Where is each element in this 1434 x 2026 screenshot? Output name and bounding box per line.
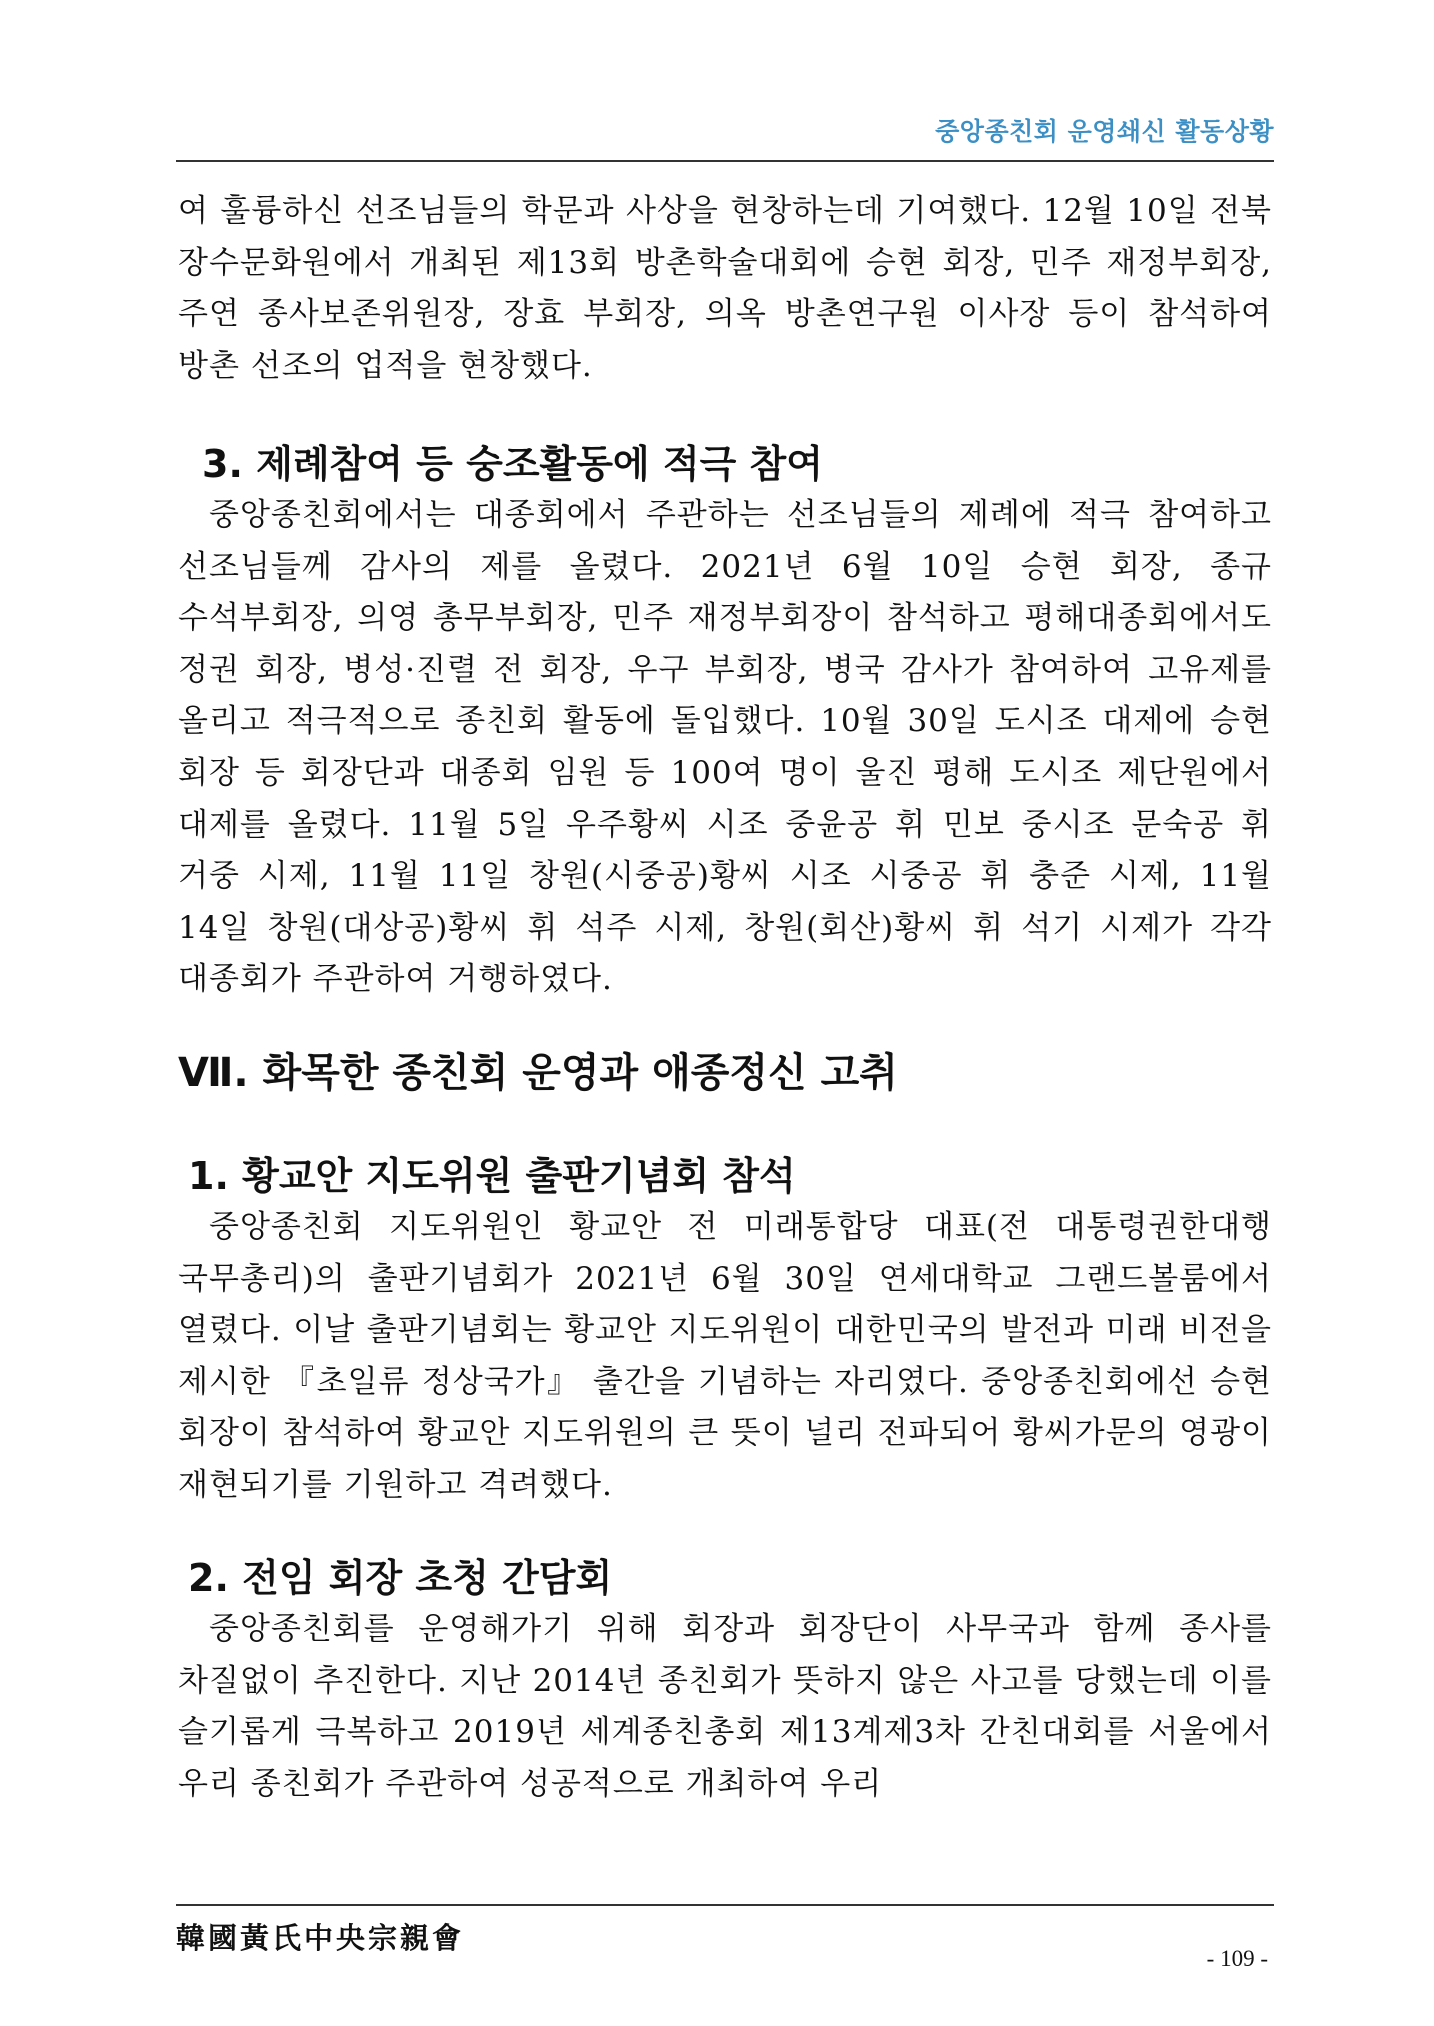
- section-1-heading: 1. 황교안 지도위원 출판기념회 참석: [188, 1154, 796, 1198]
- section-1-body: 중앙종친회 지도위원인 황교안 전 미래통합당 대표(전 대통령권한대행 국무총리)의 출판기념회가 2021년 6월 30일 연세대학교 그랜드볼룸에서 열렸다. 이날 출판기념회는 황교안 지도위원이 대한민국의 발전과 미래 비전을 제시한 『초일류 정상국가』 출간을 기념하는 자리였다. 중앙종친회에선 승현 회장이 참석하여 황교안 지도위원의 큰 뜻이 널리 전파되어 황씨가문의 영광이 재현되기를 기원하고 격려했다.: [178, 1209, 1272, 1503]
- header-rule: [176, 160, 1274, 162]
- chapter-7-heading: Ⅶ. 화목한 종친회 운영과 애종정신 고취: [178, 1050, 898, 1096]
- section-2-body: 중앙종친회를 운영해가기 위해 회장과 회장단이 사무국과 함께 종사를 차질없이 추진한다. 지난 2014년 종친회가 뜻하지 않은 사고를 당했는데 이를 슬기롭게 극복하고 2019년 세계종친총회 제13계제3차 간친대회를 서울에서 우리 종친회가 주관하여 성공적으로 개최하여 우리: [178, 1611, 1272, 1802]
- page-number: - 109 -: [1206, 1946, 1268, 1971]
- paragraph-continuation: 여 훌륭하신 선조님들의 학문과 사상을 현창하는데 기여했다. 12월 10일 전북 장수문화원에서 개최된 제13회 방촌학술대회에 승현 회장, 민주 재정부회장, 주연 종사보존위원장, 장효 부회장, 의옥 방촌연구원 이사장 등이 참석하여 방촌 선조의 업적을 현창했다.: [178, 193, 1272, 384]
- footer-organization: 韓國黃氏中央宗親會: [176, 1921, 465, 1955]
- section-3-body: 중앙종친회에서는 대종회에서 주관하는 선조님들의 제례에 적극 참여하고 선조님들께 감사의 제를 올렸다. 2021년 6월 10일 승현 회장, 종규 수석부회장, 의영 총무부회장, 민주 재정부회장이 참석하고 평해대종회에서도 정권 회장, 병성·진렬 전 회장, 우구 부회장, 병국 감사가 참여하여 고유제를 올리고 적극적으로 종친회 활동에 돌입했다. 10월 30일 도시조 대제에 승현 회장 등 회장단과 대종회 임원 등 100여 명이 울진 평해 도시조 제단원에서 대제를 올렸다. 11월 5일 우주황씨 시조 중윤공 휘 민보 중시조 문숙공 휘 거중 시제, 11월 11일 창원(시중공)황씨 시조 시중공 휘 충준 시제, 11월 14일 창원(대상공)황씨 휘 석주 시제, 창원(회산)황씨 휘 석기 시제가 각각 대종회가 주관하여 거행하였다.: [178, 497, 1272, 998]
- running-header: 중앙종친회 운영쇄신 활동상황: [935, 117, 1274, 146]
- section-3-heading: 3. 제례참여 등 숭조활동에 적극 참여: [202, 442, 823, 486]
- footer-rule: [176, 1904, 1274, 1906]
- page-content: [178, 186, 1272, 1810]
- section-2-heading: 2. 전임 회장 초청 간담회: [188, 1556, 613, 1600]
